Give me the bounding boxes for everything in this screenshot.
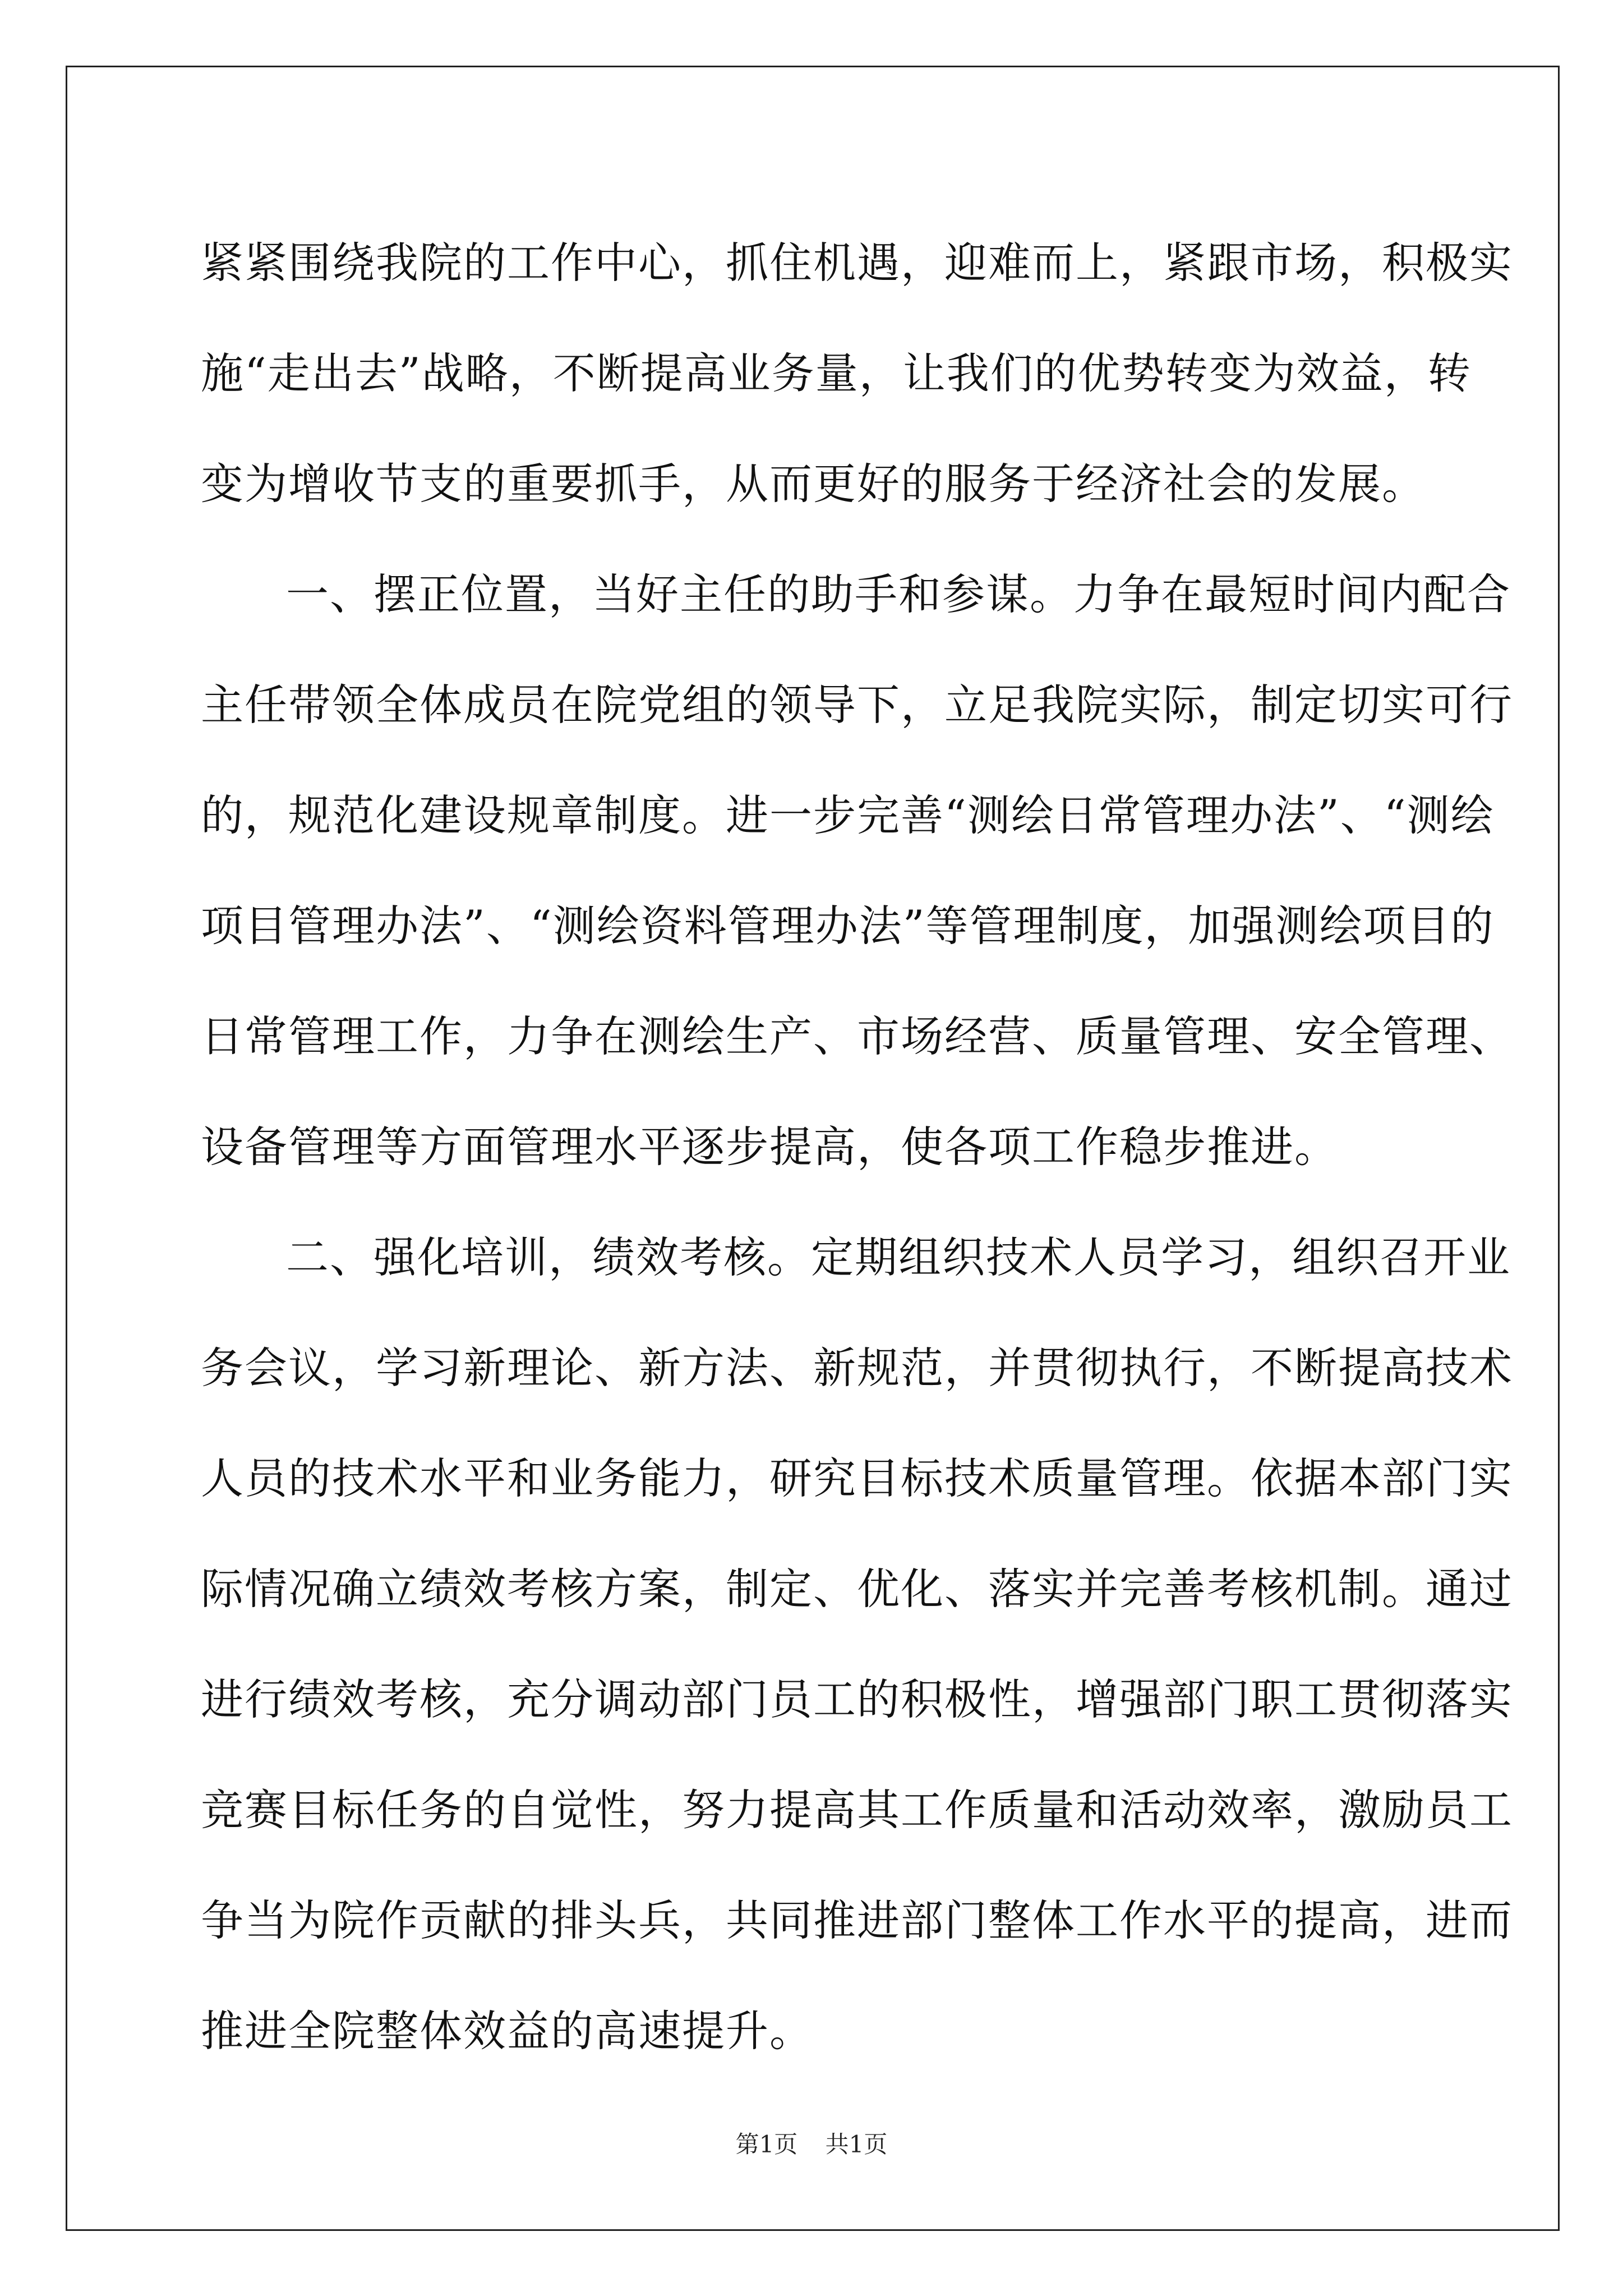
- body-line: 推进全院整体效益的高速提升。: [201, 2006, 813, 2056]
- body-line: 进行绩效考核，充分调动部门员工的积极性，增强部门职工贯彻落实: [201, 1674, 1513, 1724]
- page-number: 第1页: [735, 2131, 798, 2158]
- body-line: 变为增收节支的重要抓手，从而更好的服务于经济社会的发展。: [201, 459, 1426, 509]
- body-line: 日常管理工作，力争在测绘生产、市场经营、质量管理、安全管理、: [201, 1011, 1513, 1061]
- body-line: 紧紧围绕我院的工作中心，抓住机遇，迎难而上，紧跟市场，积极实: [201, 238, 1513, 288]
- document-body: [201, 208, 1513, 2086]
- body-line: 施“走出去”战略，不断提高业务量，让我们的优势转变为效益，转: [201, 348, 1472, 398]
- body-line: 设备管理等方面管理水平逐步提高，使各项工作稳步推进。: [201, 1122, 1338, 1172]
- page-total: 共1页: [825, 2131, 888, 2158]
- body-line: 人员的技术水平和业务能力，研究目标技术质量管理。依据本部门实: [201, 1453, 1513, 1503]
- body-line: 项目管理办法”、“测绘资料管理办法”等管理制度，加强测绘项目的: [201, 901, 1495, 951]
- body-line: 竞赛目标任务的自觉性，努力提高其工作质量和活动效率，激励员工: [201, 1785, 1513, 1835]
- body-line: 际情况确立绩效考核方案，制定、优化、落实并完善考核机制。通过: [201, 1564, 1513, 1614]
- body-line: 一、摆正位置，当好主任的助手和参谋。力争在最短时间内配合: [286, 569, 1511, 619]
- body-line: 务会议，学习新理论、新方法、新规范，并贯彻执行，不断提高技术: [201, 1343, 1513, 1393]
- body-line: 的，规范化建设规章制度。进一步完善“测绘日常管理办法”、“测绘: [201, 790, 1495, 840]
- body-line: 主任带领全体成员在院党组的领导下，立足我院实际，制定切实可行: [201, 680, 1513, 730]
- body-line: 争当为院作贡献的排头兵，共同推进部门整体工作水平的提高，进而: [201, 1895, 1513, 1945]
- page-footer: [0, 2126, 1623, 2160]
- body-line: 二、强化培训，绩效考核。定期组织技术人员学习，组织召开业: [286, 1232, 1511, 1282]
